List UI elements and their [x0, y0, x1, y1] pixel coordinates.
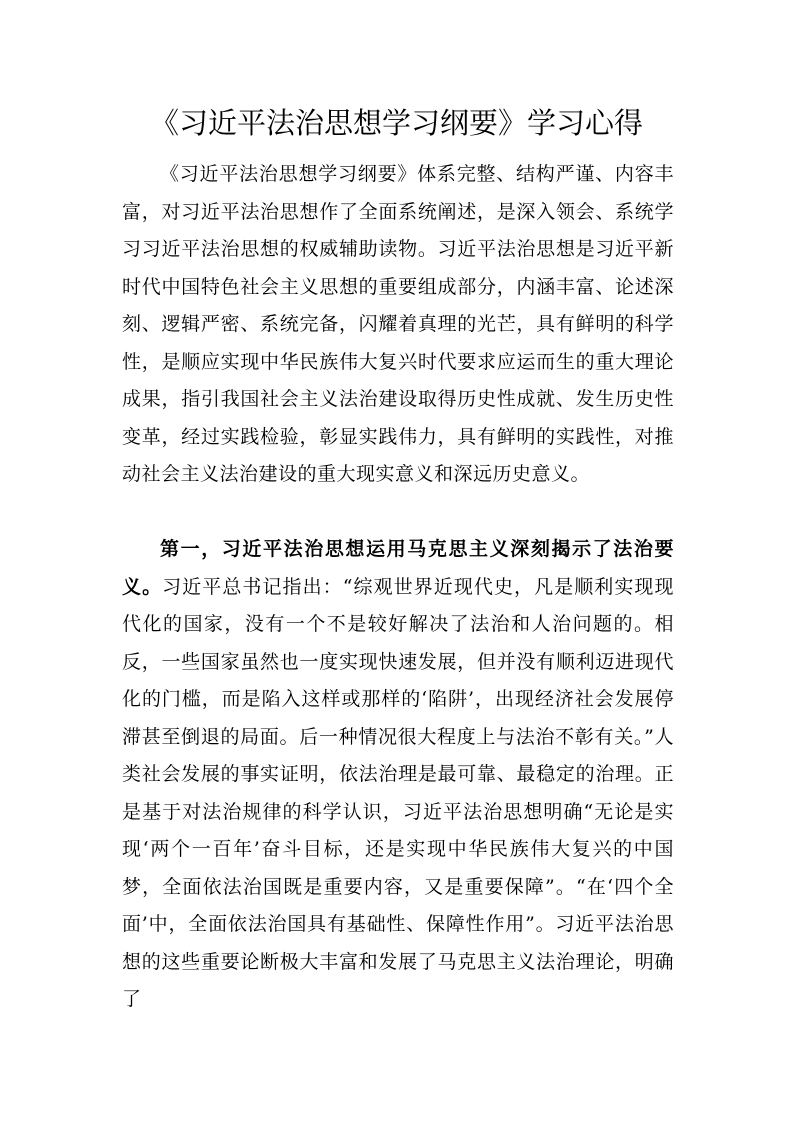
- paragraph-first-point: [122, 531, 674, 1019]
- paragraph-first-point-text: 习近平总书记指出：“综观世界近现代史，凡是顺利实现现代化的国家，没有一个不是较好解决了法治和人治问题的。相反，一些国家虽然也一度实现快速发展，但并没有顺利迈进现代化的门槛，而是陷入这样或那样的‘陷阱’，出现经济社会发展停滞甚至倒退的局面。后一种情况很大程度上与法治不彰有关。”人类社会发展的事实证明，依法治理是最可靠、最稳定的治理。正是基于对法治规律的科学认识，习近平法治思想明确“无论是实现‘两个一百年’奋斗目标，还是实现中华民族伟大复兴的中国梦，全面依法治国既是重要内容，又是重要保障”。“在‘四个全面’中，全面依法治国具有基础性、保障性作用”。习近平法治思想的这些重要论断极大丰富和发展了马克思主义法治理论，明确了: [122, 575, 674, 1010]
- document-title: 《习近平法治思想学习纲要》学习心得: [149, 106, 643, 140]
- paragraph-intro: [122, 156, 674, 494]
- paragraph-intro-text: 《习近平法治思想学习纲要》体系完整、结构严谨、内容丰富，对习近平法治思想作了全面系统阐述，是深入领会、系统学习习近平法治思想的权威辅助读物。习近平法治思想是习近平新时代中国特色社会主义思想的重要组成部分，内涵丰富、论述深刻、逻辑严密、系统完备，闪耀着真理的光芒，具有鲜明的科学性，是顺应实现中华民族伟大复兴时代要求应运而生的重大理论成果，指引我国社会主义法治建设取得历史性成就、发生历史性变革，经过实践检验，彰显实践伟力，具有鲜明的实践性，对推动社会主义法治建设的重大现实意义和深远历史意义。: [122, 163, 674, 485]
- paragraph-first-point-lead: 第一，习近平法治思想运用马克思主义深刻揭示了法治要义。: [122, 538, 674, 598]
